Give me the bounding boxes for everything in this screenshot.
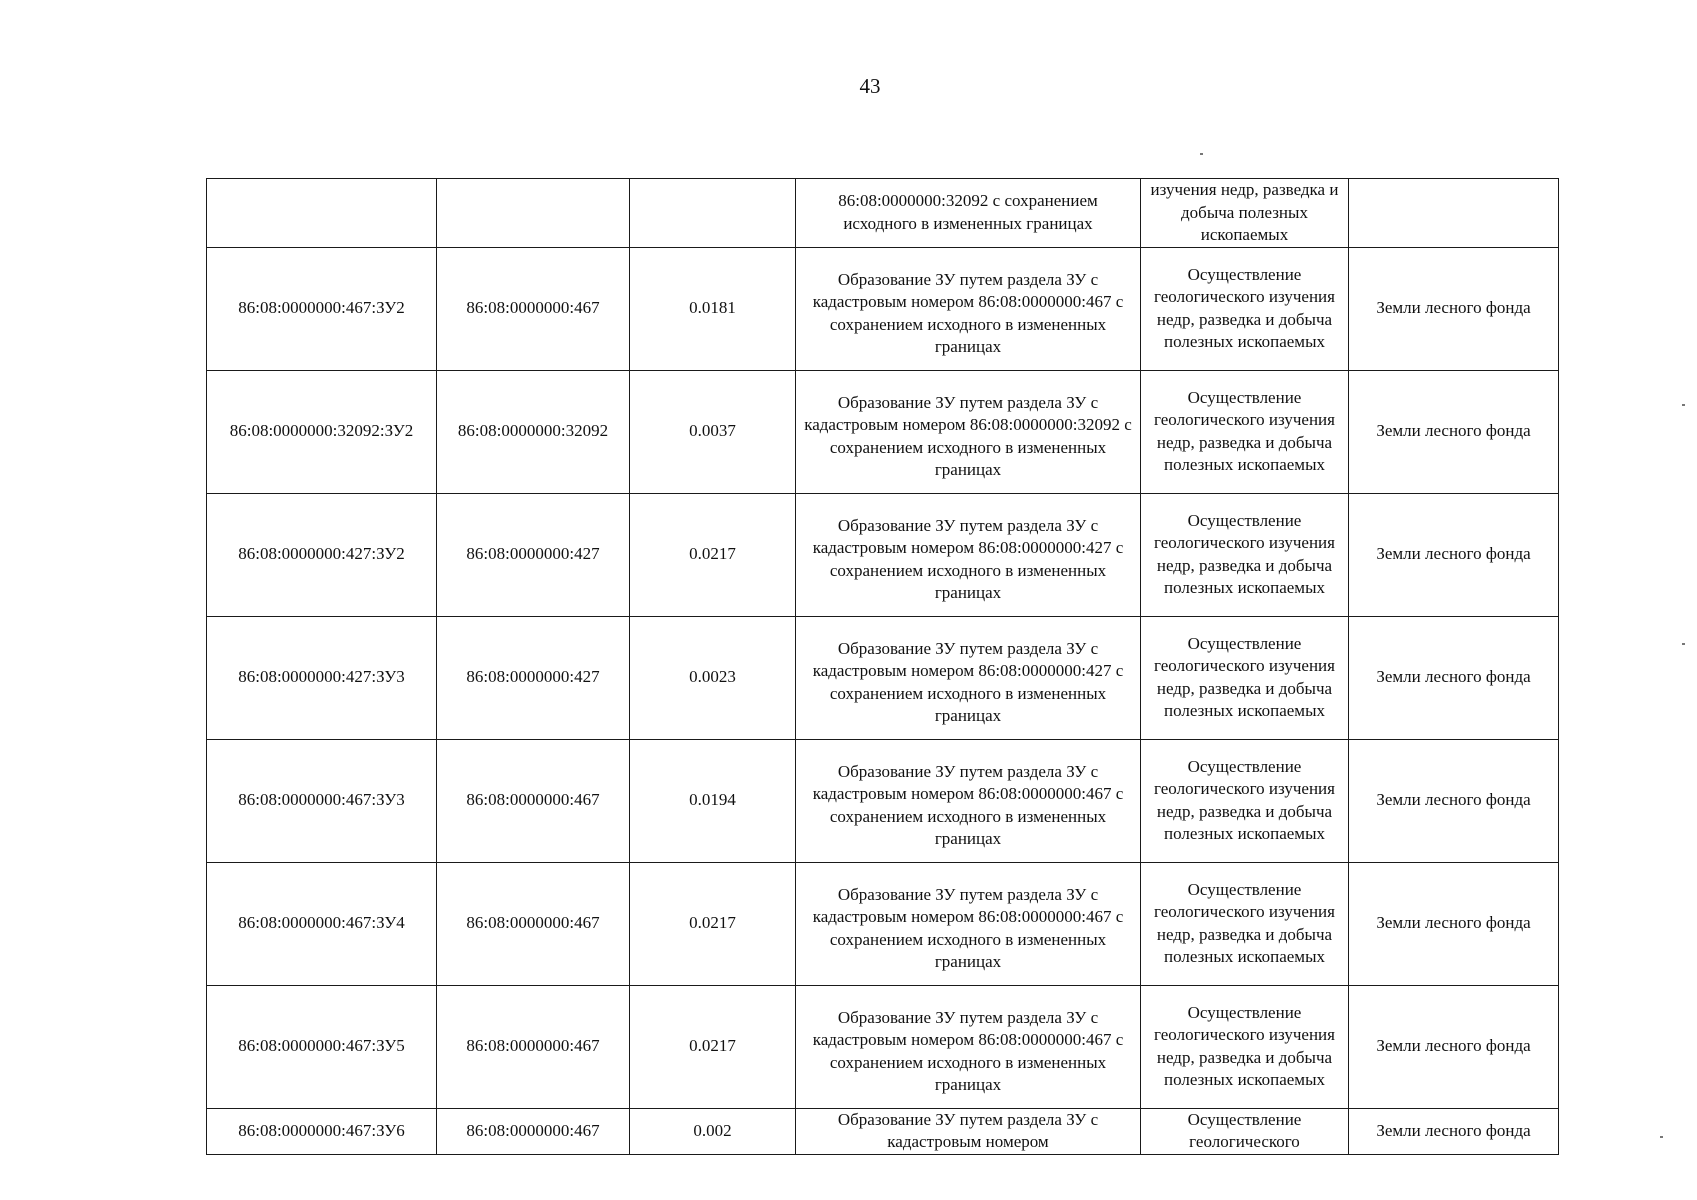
- cell-land-category: Земли лесного фонда: [1349, 370, 1559, 493]
- cell-description: Образование ЗУ путем раздела ЗУ с кадастровым номером 86:08:0000000:467 с сохранением исходного в измененных границах: [796, 247, 1141, 370]
- cell-new-plot: 86:08:0000000:427:ЗУ3: [207, 616, 437, 739]
- cell-area: 0.0194: [630, 739, 796, 862]
- cell-area: 0.0217: [630, 862, 796, 985]
- cell-description: Образование ЗУ путем раздела ЗУ с кадастровым номером 86:08:0000000:427 с сохранением исходного в измененных границах: [796, 493, 1141, 616]
- cell-new-plot: 86:08:0000000:427:ЗУ2: [207, 493, 437, 616]
- cell-new-plot: 86:08:0000000:32092:ЗУ2: [207, 370, 437, 493]
- table-row-continued: [207, 179, 1559, 248]
- cell-permitted-use: Осуществление геологического: [1141, 1108, 1349, 1154]
- page-number: 43: [859, 74, 881, 98]
- cell-source-plot: 86:08:0000000:467: [437, 862, 630, 985]
- cell-permitted-use: Осуществление геологического изучения недр, разведка и добыча полезных ископаемых: [1141, 985, 1349, 1108]
- cell-area: 0.0023: [630, 616, 796, 739]
- cell-source-plot: [437, 179, 630, 248]
- cell-new-plot: [207, 179, 437, 248]
- cell-land-category: [1349, 179, 1559, 248]
- table-row: [207, 739, 1559, 862]
- table-row: [207, 985, 1559, 1108]
- cell-new-plot: 86:08:0000000:467:ЗУ5: [207, 985, 437, 1108]
- cell-area: [630, 179, 796, 248]
- cell-description: 86:08:0000000:32092 с сохранением исходного в измененных границах: [796, 179, 1141, 248]
- cell-permitted-use: Осуществление геологического изучения недр, разведка и добыча полезных ископаемых: [1141, 616, 1349, 739]
- cell-description: Образование ЗУ путем раздела ЗУ с кадастровым номером 86:08:0000000:467 с сохранением исходного в измененных границах: [796, 739, 1141, 862]
- cell-new-plot: 86:08:0000000:467:ЗУ3: [207, 739, 437, 862]
- cell-permitted-use: Осуществление геологического изучения недр, разведка и добыча полезных ископаемых: [1141, 493, 1349, 616]
- cell-description: Образование ЗУ путем раздела ЗУ с кадастровым номером: [796, 1108, 1141, 1154]
- table-body: [207, 179, 1559, 1155]
- cell-source-plot: 86:08:0000000:427: [437, 616, 630, 739]
- cell-area: 0.0217: [630, 985, 796, 1108]
- table-row: [207, 493, 1559, 616]
- cell-land-category: Земли лесного фонда: [1349, 739, 1559, 862]
- table-row: [207, 862, 1559, 985]
- cell-land-category: Земли лесного фонда: [1349, 247, 1559, 370]
- scan-mark: [1200, 153, 1203, 155]
- cell-source-plot: 86:08:0000000:32092: [437, 370, 630, 493]
- scan-mark: [1660, 1136, 1663, 1138]
- cell-new-plot: 86:08:0000000:467:ЗУ6: [207, 1108, 437, 1154]
- cell-description: Образование ЗУ путем раздела ЗУ с кадастровым номером 86:08:0000000:32092 с сохранением исходного в измененных границах: [796, 370, 1141, 493]
- table-row: [207, 247, 1559, 370]
- cell-permitted-use: Осуществление геологического изучения недр, разведка и добыча полезных ископаемых: [1141, 862, 1349, 985]
- cell-land-category: Земли лесного фонда: [1349, 1108, 1559, 1154]
- cell-land-category: Земли лесного фонда: [1349, 862, 1559, 985]
- table-row: [207, 1108, 1559, 1154]
- cell-description: Образование ЗУ путем раздела ЗУ с кадастровым номером 86:08:0000000:427 с сохранением исходного в измененных границах: [796, 616, 1141, 739]
- cell-source-plot: 86:08:0000000:467: [437, 739, 630, 862]
- land-plots-table: [206, 178, 1559, 1155]
- cell-land-category: Земли лесного фонда: [1349, 985, 1559, 1108]
- cell-land-category: Земли лесного фонда: [1349, 616, 1559, 739]
- cell-permitted-use: Осуществление геологического изучения недр, разведка и добыча полезных ископаемых: [1141, 739, 1349, 862]
- cell-area: 0.0217: [630, 493, 796, 616]
- cell-permitted-use: изучения недр, разведка и добыча полезных ископаемых: [1141, 179, 1349, 248]
- cell-description: Образование ЗУ путем раздела ЗУ с кадастровым номером 86:08:0000000:467 с сохранением исходного в измененных границах: [796, 985, 1141, 1108]
- cell-source-plot: 86:08:0000000:467: [437, 985, 630, 1108]
- land-plots-table-container: [206, 178, 1559, 1155]
- scan-mark: [1682, 404, 1685, 406]
- table-row: [207, 616, 1559, 739]
- cell-source-plot: 86:08:0000000:427: [437, 493, 630, 616]
- cell-permitted-use: Осуществление геологического изучения недр, разведка и добыча полезных ископаемых: [1141, 247, 1349, 370]
- scan-mark: [1682, 643, 1685, 645]
- table-row: [207, 370, 1559, 493]
- cell-description: Образование ЗУ путем раздела ЗУ с кадастровым номером 86:08:0000000:467 с сохранением исходного в измененных границах: [796, 862, 1141, 985]
- cell-area: 0.002: [630, 1108, 796, 1154]
- cell-area: 0.0181: [630, 247, 796, 370]
- cell-new-plot: 86:08:0000000:467:ЗУ4: [207, 862, 437, 985]
- cell-source-plot: 86:08:0000000:467: [437, 247, 630, 370]
- cell-permitted-use: Осуществление геологического изучения недр, разведка и добыча полезных ископаемых: [1141, 370, 1349, 493]
- cell-land-category: Земли лесного фонда: [1349, 493, 1559, 616]
- cell-source-plot: 86:08:0000000:467: [437, 1108, 630, 1154]
- cell-area: 0.0037: [630, 370, 796, 493]
- cell-new-plot: 86:08:0000000:467:ЗУ2: [207, 247, 437, 370]
